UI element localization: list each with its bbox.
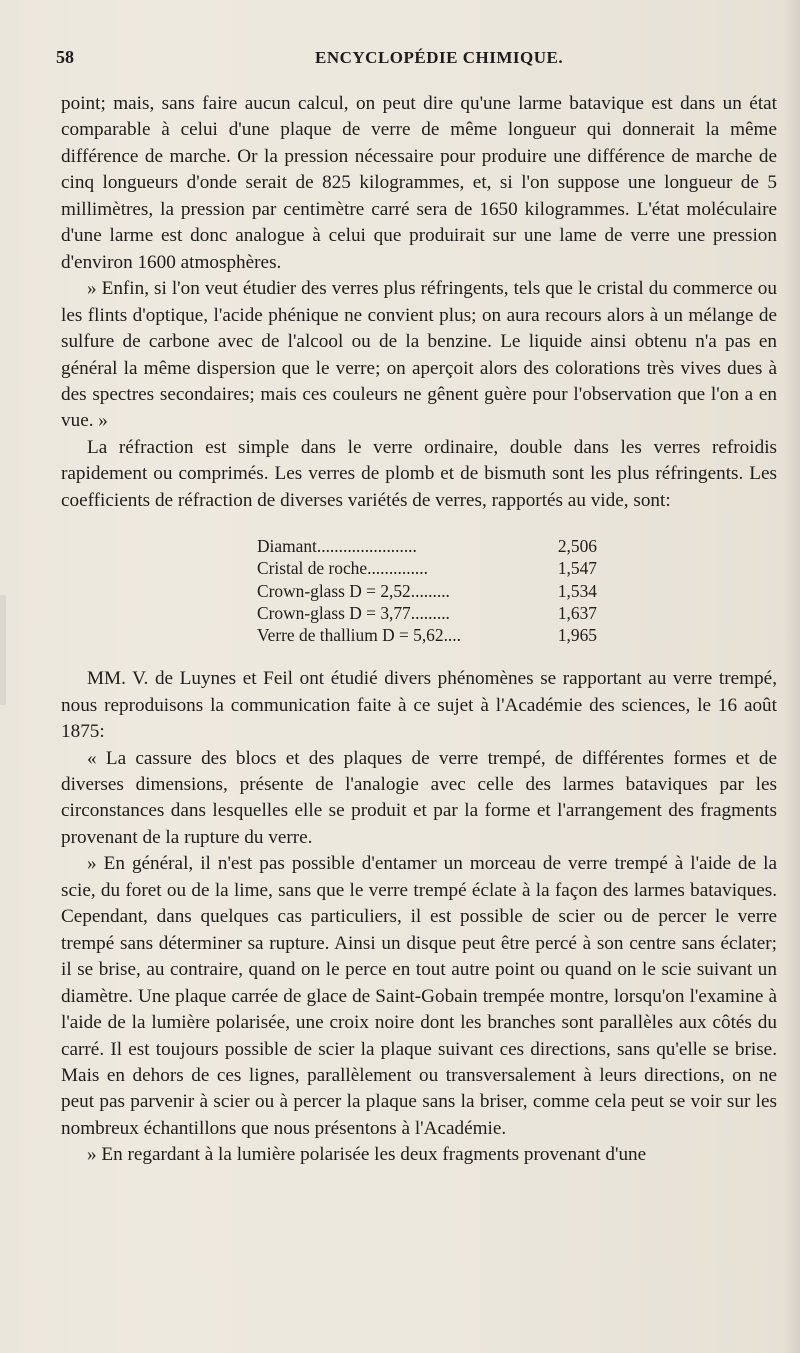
table-label: Verre de thallium D = 5,62.... [257, 625, 461, 645]
table-value: 2,506 [557, 536, 597, 557]
table-row-crown-1 [257, 580, 597, 602]
paragraph-5: « La cassure des blocs et des plaques de verre trempé, de différentes formes et de diverses dimensions, présente de l'analogie avec celle des larmes bataviques par les circonstances dans lesquelles elle se produit et par la forme et l'arrangement des fragments provenant de la rupture du verre. [61, 747, 777, 848]
table-row-cristal [257, 557, 597, 579]
paragraph-4: MM. V. de Luynes et Feil ont étudié divers phénomènes se rapportant au verre trempé, nous reproduisons la communication faite à ce sujet à l'Académie des sciences, le 16 août 1875: [61, 668, 777, 743]
table-value: 1,534 [557, 580, 597, 601]
page-number: 58 [56, 47, 74, 67]
main-text [61, 91, 777, 1169]
table-value: 1,965 [557, 625, 597, 645]
paragraph-2: » Enfin, si l'on veut étudier des verres plus réfringents, tels que le cristal du commerce ou les flints d'optique, l'acide phénique ne convient plus; on aura recours alors à un mélange de sulfure de carbone avec de l'alcool ou de la benzine. Le liquide ainsi obtenu n'a pas en général la même dispersion que le verre; on aperçoit alors des colorations très vives dues à des spectres secondaires; mais ces couleurs ne gênent guère pour l'observation que l'on a en vue. » [61, 278, 777, 432]
paragraph-3: La réfraction est simple dans le verre ordinaire, double dans les verres refroidis rapidement ou comprimés. Les verres de plomb et de bismuth sont les plus réfringents. Les coefficients de réfraction de diverses variétés de verres, rapportés au vide, sont: [61, 436, 777, 511]
paragraph-1: point; mais, sans faire aucun calcul, on peut dire qu'une larme batavique est dans un état comparable à celui d'une plaque de verre de même longueur qui donnerait la même différence de marche. Or la pression nécessaire pour produire une différence de marche de cinq longueurs d'onde serait de 825 kilogrammes, et, si l'on suppose une longueur de 5 millimètres, la pression par centimètre carré sera de 1650 kilogrammes. L'état moléculaire d'une larme est donc analogue à celui que produirait sur une lame de verre une pression d'environ 1600 atmosphères. [61, 93, 777, 273]
paragraph-7: » En regardant à la lumière polarisée les deux fragments provenant d'une [87, 1144, 647, 1166]
page-edge-shadow [0, 595, 6, 705]
table-row-thallium [257, 624, 597, 646]
running-title: ENCYCLOPÉDIE CHIMIQUE. [315, 48, 564, 67]
table-value: 1,547 [557, 558, 597, 579]
table-row-diamant [257, 535, 597, 557]
page-header [56, 47, 746, 77]
table-label: Crown-glass D = 3,77......... [257, 602, 450, 623]
table-label: Cristal de roche.............. [257, 558, 428, 579]
table-label: Diamant....................... [257, 536, 417, 557]
refraction-table [257, 535, 597, 646]
table-label: Crown-glass D = 2,52......... [257, 580, 450, 601]
paragraph-6: » En général, il n'est pas possible d'entamer un morceau de verre trempé à l'aide de la scie, du foret ou de la lime, sans que le verre trempé éclate à la façon des larmes bataviques. Cependant, dans quelques cas particuliers, il est possible de scier ou de percer le verre trempé sans déterminer sa rupture. Ainsi un disque peut être percé à son centre sans éclater; il se brise, au contraire, quand on le perce en tout autre point ou quand on le scie suivant un diamètre. Une plaque carrée de glace de Saint-Gobain trempée montre, lorsqu'on l'examine à l'aide de la lumière polarisée, une croix noire dont les branches sont parallèles aux côtés du carré. Il est toujours possible de scier la plaque suivant ces directions, sans qu'elle se brise. Mais en dehors de ces lignes, parallèlement ou transversalement à leurs directions, on ne peut pas parvenir à scier ou à percer la plaque sans la briser, comme cela peut se voir sur les nombreux échantillons que nous présentons à l'Académie. [61, 853, 777, 1139]
table-row-crown-2 [257, 602, 597, 624]
table-value: 1,637 [557, 602, 597, 623]
